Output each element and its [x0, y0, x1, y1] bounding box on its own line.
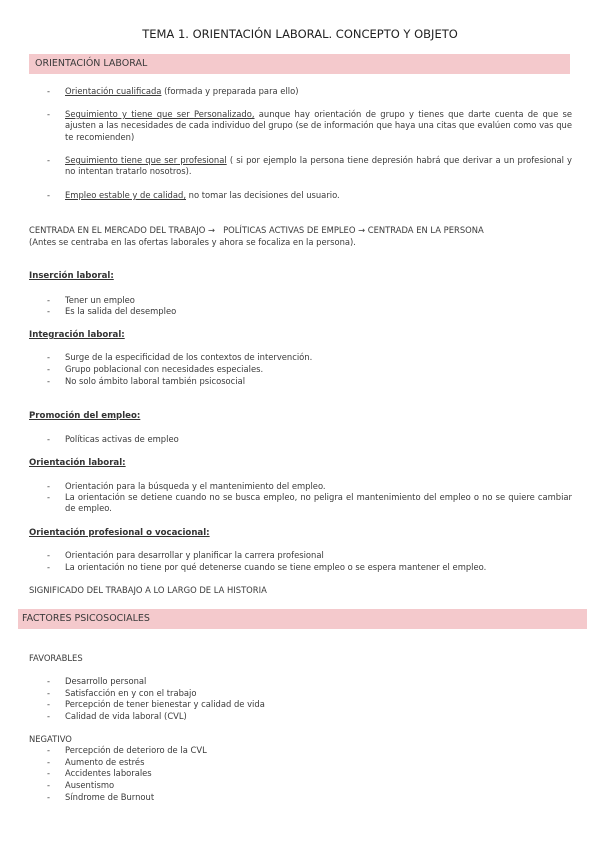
item-text: Aumento de estrés	[65, 757, 145, 767]
item-text: Desarrollo personal	[65, 676, 147, 686]
bullet-dash: -	[47, 676, 51, 686]
favorables-label: FAVORABLES	[29, 653, 83, 663]
page-title: TEMA 1. ORIENTACIÓN LABORAL. CONCEPTO Y OBJETO	[142, 27, 458, 41]
item-text: Políticas activas de empleo	[65, 434, 179, 444]
centrada-left: CENTRADA EN EL MERCADO DEL TRABAJO →	[29, 225, 216, 235]
bullet-dash: -	[47, 745, 51, 755]
negativo-label: NEGATIVO	[29, 734, 72, 744]
bullet-dash: -	[47, 190, 51, 200]
heading-orientacion-laboral: Orientación laboral:	[29, 458, 126, 468]
item-text: Ausentismo	[65, 780, 115, 790]
bullet-dash: -	[47, 352, 51, 362]
centrada-right: POLÍTICAS ACTIVAS DE EMPLEO → CENTRADA EN LA PERSONA	[223, 225, 484, 235]
bullet-dash: -	[47, 780, 51, 790]
bullet-dash: -	[47, 562, 51, 572]
bullet-dash: -	[47, 757, 51, 767]
bullet-dash: -	[47, 688, 51, 698]
item-term: Seguimiento y tiene que ser Personalizado,	[65, 109, 255, 119]
heading-insercion: Inserción laboral:	[29, 271, 114, 281]
item-text: Tener un empleo	[65, 295, 135, 305]
section-header-factores: FACTORES PSICOSOCIALES	[18, 609, 587, 629]
item-text: No solo ámbito laboral también psicosocial	[65, 376, 246, 386]
significado-heading: SIGNIFICADO DEL TRABAJO A LO LARGO DE LA HISTORIA	[29, 585, 267, 595]
item-text: Satisfacción en y con el trabajo	[65, 688, 197, 698]
bullet-dash: -	[47, 364, 51, 374]
bullet-dash: -	[47, 306, 51, 316]
item-term: Seguimiento tiene que ser profesional	[65, 155, 227, 165]
centrada-note: (Antes se centraba en las ofertas laborales y ahora se focaliza en la persona).	[29, 237, 356, 247]
item-text: aunque hay orientación de grupo y tienes que darte cuenta de que se ajusten a las necesidades de cada individuo del grupo (se de información que haya una citas que evalúen como vas que te recomienden)	[65, 109, 573, 142]
item-text: Surge de la especificidad de los contextos de intervención.	[65, 352, 313, 362]
item-text: (formada y preparada para ello)	[161, 86, 299, 96]
item-text: Orientación para la búsqueda y el mantenimiento del empleo.	[65, 481, 326, 491]
section-header-orientacion-laboral: ORIENTACIÓN LABORAL	[29, 54, 570, 74]
item-text: no tomar las decisiones del usuario.	[186, 190, 340, 200]
bullet-dash: -	[47, 376, 51, 386]
item-text: La orientación no tiene por qué detenerse cuando se tiene empleo o se espera mantener el empleo.	[65, 562, 487, 572]
bullet-dash: -	[47, 550, 51, 560]
item-text: Calidad de vida laboral (CVL)	[65, 711, 187, 721]
bullet-dash: -	[47, 109, 51, 119]
item-term: Orientación cualificada	[65, 86, 162, 96]
item-term: Empleo estable y de calidad,	[65, 190, 186, 200]
heading-promocion: Promoción del empleo:	[29, 411, 141, 421]
item-text: Síndrome de Burnout	[65, 792, 155, 802]
heading-orientacion-profesional: Orientación profesional o vocacional:	[29, 528, 210, 538]
item-text: Percepción de tener bienestar y calidad de vida	[65, 699, 265, 709]
item-text: Es la salida del desempleo	[65, 306, 177, 316]
bullet-dash: -	[47, 481, 51, 491]
bullet-dash: -	[47, 295, 51, 305]
bullet-dash: -	[47, 699, 51, 709]
item-text: La orientación se detiene cuando no se busca empleo, no peligra el mantenimiento del empleo o no se quiere cambiar de empleo.	[65, 492, 572, 514]
bullet-dash: -	[47, 492, 51, 502]
item-text: Grupo poblacional con necesidades especiales.	[65, 364, 264, 374]
heading-integracion: Integración laboral:	[29, 330, 125, 340]
item-text: ( si por ejemplo la persona tiene depresión habrá que derivar a un profesional y no intentan tratarlo nosotros).	[65, 155, 573, 177]
bullet-dash: -	[47, 711, 51, 721]
item-text: Percepción de deterioro de la CVL	[65, 745, 207, 755]
centrada-line	[29, 225, 574, 236]
bullet-dash: -	[47, 792, 51, 802]
bullet-dash: -	[47, 86, 51, 96]
bullet-dash: -	[47, 434, 51, 444]
bullet-dash: -	[47, 155, 51, 165]
item-text: Orientación para desarrollar y planificar la carrera profesional	[65, 550, 324, 560]
item-text: Accidentes laborales	[65, 768, 152, 778]
bullet-dash: -	[47, 768, 51, 778]
